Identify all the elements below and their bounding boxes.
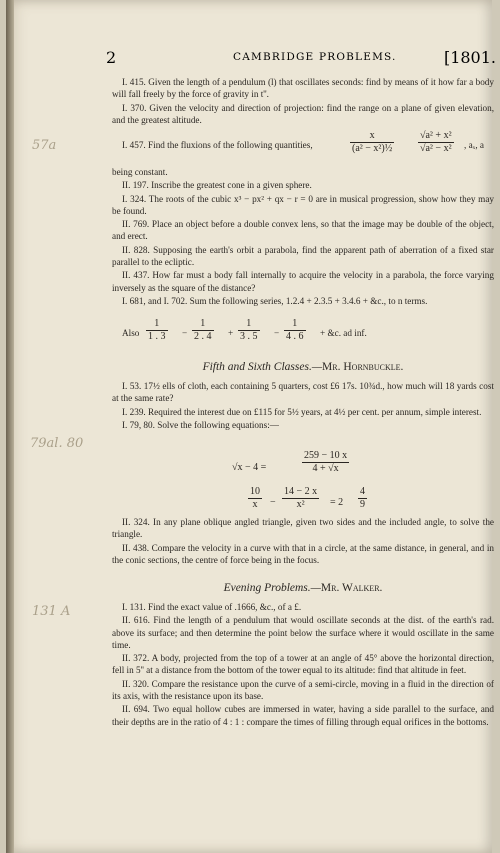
problem-item: II. 769. Place an object before a double convex lens, so that the image may be double of the object, and erect. <box>112 219 494 242</box>
year-label: [1801. <box>443 48 496 67</box>
problem-item: I. 79, 80. Solve the following equations:— <box>122 419 279 430</box>
equation-2: $\frac{10}{x}$ − $\frac{14 - 2 x}{\text{x²}}$ = 2 $\frac{4}{9}$ <box>250 486 365 511</box>
section-heading-1: Fifth and Sixth Classes.—Mr. Hornbuckle. <box>202 361 404 373</box>
fluxion-problem <box>112 130 494 160</box>
fluxion-tail: being constant. <box>112 167 168 177</box>
fluxion-fraction-2: $\frac{\text{√a² + x²}}{\text{√a² − x²}}$ <box>420 130 452 155</box>
section-heading-2: Evening Problems.—Mr. Walker. <box>223 582 383 594</box>
series-term-4: $\frac{1}{4 . 6}$ <box>286 318 304 343</box>
book-page <box>6 0 496 853</box>
margin-note-1: 57a <box>32 138 57 153</box>
page-number: 2 <box>106 48 117 67</box>
series-term-2: $\frac{1}{2 . 4}$ <box>194 318 212 343</box>
equation-1: √x − 4 = $\frac{259 - 10 x}{4 + √x}$ <box>232 450 348 475</box>
fluxion-suffix: , aₓ, a <box>464 140 485 150</box>
margin-note-2: 79al. 80 <box>30 436 84 451</box>
fluxion-fraction-1: $\frac{x}{\text{(a² − x²)½}}$ <box>352 130 393 155</box>
problem-item: II. 324. In any plane oblique angled triangle, given two sides and the included angle, to solve the triangle. <box>112 517 494 540</box>
problem-item: I. 239. Required the interest due on £115 for 5½ years, at 4½ per cent. per annum, simple interest. <box>122 406 482 417</box>
problem-item: II. 197. Inscribe the greatest cone in a given sphere. <box>122 180 312 191</box>
page-gutter <box>6 0 14 853</box>
problem-item: I. 324. The roots of the cubic x³ − px² + qx − r = 0 are in musical progression, show how they may be found. <box>112 193 494 216</box>
problem-item: II. 694. Two equal hollow cubes are immersed in water, having a side parallel to the surface, and their depths are in the ratio of 4 : 1 : compare the times of filling through equal orifices in the bottoms. <box>112 704 494 727</box>
problem-item: II. 828. Supposing the earth's orbit a parabola, find the apparent path of aberration of a fixed star parallel to the ecliptic. <box>112 244 494 268</box>
problem-item: II. 437. How far must a body fall internally to acquire the velocity in a parabola, the force varying inversely as the square of the distance? <box>112 270 494 293</box>
problem-item: I. 415. Given the length of a pendulum (l) that oscillates seconds: find by means of it how far a body will fall freely by the force of gravity in t''. <box>112 77 494 100</box>
margin-note-3: 131 A <box>32 604 71 619</box>
problem-item: II. 438. Compare the velocity in a curve with that in a circle, at the same distance, in general, and in the conic sections, the centre of force being in the focus. <box>112 542 494 565</box>
problem-group-e <box>112 601 494 729</box>
series-term-1: $\frac{1}{1 . 3}$ <box>148 318 166 343</box>
problem-item: I. 681, and I. 702. Sum the following series, 1.2.4 + 2.3.5 + 3.4.6 + &c., to n terms. <box>122 295 428 306</box>
series-line: Also $\frac{1}{1 . 3}$ − $\frac{1}{2 . 4}$ + $\frac{1}{3 . 5}$ − $\frac{1}{4 . 6}$ + &c. ad inf. <box>122 318 367 343</box>
problem-group-a <box>112 76 494 127</box>
problem-group-d <box>112 516 494 567</box>
problem-item: I. 131. Find the exact value of .1666, &c., of a £. <box>122 602 302 612</box>
problem-item: I. 53. 17½ ells of cloth, each containing 5 quarters, cost £6 17s. 10¾d., how much will 18 yards cost at the same rate? <box>112 381 494 404</box>
running-header <box>106 48 496 66</box>
fluxion-prefix: I. 457. Find the fluxions of the following quantities, <box>122 140 313 150</box>
problem-group-b <box>112 166 494 308</box>
problem-item: II. 616. Find the length of a pendulum that would oscillate seconds at the dist. of the earth's rad. above its surface; and then determine the point below the surface where it would oscillate in the same time. <box>112 615 494 650</box>
problem-item: II. 372. A body, projected from the top of a tower at an angle of 45° above the horizontal direction, fell in 5'' at a distance from the bottom of the tower equal to its altitude: find that altitude in feet. <box>112 653 494 676</box>
running-title: CAMBRIDGE PROBLEMS. <box>233 51 397 63</box>
problem-item: I. 370. Given the velocity and direction of projection: find the range on a plane of given elevation, and the greatest altitude. <box>112 102 494 125</box>
problem-item: II. 320. Compare the resistance upon the curve of a semi-circle, moving in a fluid in the direction of its axis, with the resistance upon its base. <box>112 678 494 702</box>
series-term-3: $\frac{1}{3 . 5}$ <box>240 318 258 343</box>
problem-group-c <box>112 380 494 432</box>
